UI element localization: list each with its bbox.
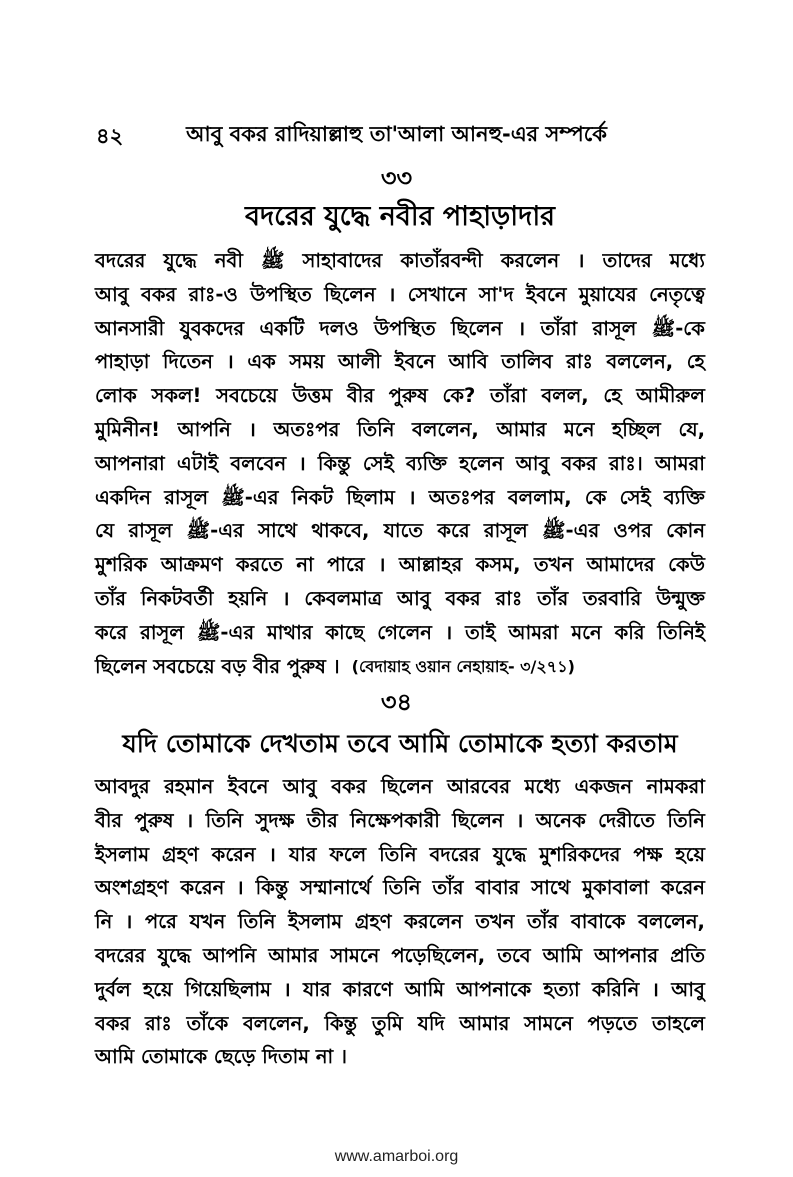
word: ছিলেন — [324, 282, 376, 306]
word: ইবনে — [394, 350, 436, 374]
word: আবু — [396, 586, 431, 610]
word: বদরের — [429, 842, 480, 866]
word: তিনি — [667, 808, 705, 832]
word: তরবারি — [583, 586, 642, 610]
word: তখন — [534, 553, 574, 577]
word: । — [378, 553, 386, 577]
word: মুশরিক — [95, 553, 148, 577]
word: । — [124, 910, 133, 934]
word: পাহাড়া — [95, 350, 150, 374]
word: করেন — [180, 876, 225, 900]
word: বীর — [95, 808, 123, 832]
word: থাকবে, — [311, 519, 370, 543]
word: সময় — [289, 350, 325, 374]
word: মধ্যে — [669, 249, 705, 272]
word: করে — [437, 519, 470, 543]
word: বললেন, — [606, 350, 674, 374]
word: ﷺ-এর — [186, 519, 244, 543]
word: । — [387, 282, 396, 306]
word: কে — [584, 485, 607, 509]
word: বলল, — [541, 384, 589, 408]
page-number: ৪২ — [96, 124, 124, 148]
word: সা'দ — [478, 282, 514, 306]
word: গেলেন — [377, 620, 432, 644]
word: নবী — [214, 249, 243, 272]
word: রাসূল — [483, 519, 528, 543]
word: আপনি — [177, 417, 231, 441]
text-line — [95, 871, 705, 905]
word: সামনে — [524, 1011, 573, 1035]
word: বদরের — [95, 249, 146, 272]
word: যে, — [678, 417, 705, 441]
word: গিয়েছিলাম — [184, 977, 271, 1001]
word: । — [651, 977, 659, 1001]
text-line — [95, 838, 705, 872]
word: যখন — [189, 910, 226, 934]
word: মুয়াযের — [578, 282, 637, 306]
word: বদরের — [95, 943, 146, 967]
word: যুদ্ধে — [492, 842, 527, 866]
word: করেন — [211, 842, 256, 866]
word: আমি — [404, 977, 445, 1001]
word: ব্যক্তি — [405, 451, 447, 475]
text-line — [95, 447, 705, 481]
word: পড়েছিলেন, — [391, 943, 486, 967]
word: করে — [95, 620, 128, 644]
word: নিকটবর্তী — [140, 586, 214, 610]
word: যাতে — [383, 519, 424, 543]
word: নিকট — [291, 485, 334, 509]
word: তখন — [475, 910, 515, 934]
word: সকল! — [151, 384, 202, 408]
word: ব্যক্তি — [663, 485, 705, 509]
text-line — [95, 770, 705, 804]
word: আবি — [448, 350, 488, 374]
word: কিন্তু — [317, 451, 351, 475]
word: একদিন — [95, 485, 151, 509]
word: ফলে — [329, 842, 367, 866]
word: হয়ে — [675, 842, 705, 866]
word: উন্মুক্ত — [656, 586, 705, 610]
reference-citation: (বেদায়াহ ওয়ান নেহায়াহ- ৩/২৭১) — [351, 656, 575, 676]
word: তাহলে — [652, 1011, 705, 1035]
word: হয়নি — [228, 586, 268, 610]
word: আবদুর — [95, 775, 150, 798]
word: ﷺ — [260, 249, 285, 272]
word: মুমিনীন! — [95, 417, 160, 441]
word: বকর — [445, 586, 481, 610]
word: তিনিই — [657, 620, 705, 644]
word: এক — [247, 350, 276, 374]
word: তাঁর — [95, 586, 127, 610]
word: না — [296, 553, 314, 577]
word: । — [185, 808, 194, 832]
footer-url: www.amarboi.org — [334, 1148, 459, 1165]
word: আপনার — [594, 943, 659, 967]
text-line — [95, 481, 705, 515]
word: আমি — [542, 943, 582, 967]
word: বকর — [331, 775, 367, 798]
word: মধ্যে — [524, 775, 560, 798]
word: অতঃপর — [428, 485, 495, 509]
word: যুদ্ধে — [163, 249, 197, 272]
word: রাসূল — [128, 519, 173, 543]
word: এটাই — [176, 451, 219, 475]
word: তাঁকে — [186, 1011, 229, 1035]
word: সাথে — [531, 876, 571, 900]
word: সাথে — [258, 519, 298, 543]
word: আমরা — [508, 620, 559, 644]
word: করলেন — [500, 249, 560, 272]
word: তিনি — [383, 876, 421, 900]
word: ইসলাম — [95, 842, 150, 866]
word: । — [226, 350, 234, 374]
word: রাঃ-ও — [188, 282, 238, 306]
word: । — [444, 620, 453, 644]
word: তিনি — [237, 910, 276, 934]
word: আবু — [95, 282, 129, 306]
word: কেউ — [668, 553, 705, 577]
word: হচ্ছিল — [611, 417, 661, 441]
word: ﷺ-কে — [651, 316, 705, 340]
word: কারণে — [342, 977, 393, 1001]
word: মুশরিকদের — [539, 842, 621, 866]
word: উত্তম — [292, 384, 333, 408]
word: রাঃ — [495, 586, 523, 610]
word: পক্ষ — [633, 842, 663, 866]
word: তাঁর — [527, 910, 559, 934]
word: উপস্থিত — [374, 316, 436, 340]
section-number: ৩৪ — [380, 688, 413, 716]
page-header — [0, 118, 793, 154]
word: দিতেন — [162, 350, 213, 374]
word: উপস্থিত — [250, 282, 312, 306]
word: যার — [303, 977, 331, 1001]
word: বকর — [141, 282, 177, 306]
word: বললেন, — [412, 417, 479, 441]
word: দুর্বল — [95, 977, 131, 1001]
word: । — [283, 977, 291, 1001]
word: প্রতি — [670, 943, 705, 967]
word: । — [236, 876, 244, 900]
word: যদি — [417, 1011, 445, 1035]
word: কাতাঁরবন্দী — [400, 249, 483, 272]
word: অনেক — [535, 808, 586, 832]
word: রাঃ — [144, 1011, 172, 1035]
word: পড়তে — [587, 1011, 638, 1035]
word: আপনাকে — [456, 977, 532, 1001]
word: যুদ্ধে — [157, 943, 191, 967]
word: নামকরা — [646, 775, 705, 798]
word: মাথার — [266, 620, 313, 644]
text-line — [95, 939, 705, 973]
word: । — [517, 316, 526, 340]
word: সেই — [362, 451, 394, 475]
word: আনসারী — [95, 316, 165, 340]
word: হত্যা — [543, 977, 580, 1001]
word: বীর — [346, 384, 375, 408]
word: মনে — [571, 620, 602, 644]
word: আমার — [459, 1011, 510, 1035]
word: তুমি — [371, 1011, 403, 1035]
word: একটি — [259, 316, 305, 340]
word: তিনি — [379, 842, 417, 866]
word: পরে — [145, 910, 177, 934]
word: দলও — [319, 316, 359, 340]
word: পুরুষ — [388, 384, 428, 408]
word: রহমান — [164, 775, 214, 798]
text-line-last — [95, 1040, 705, 1074]
word: যে — [95, 519, 115, 543]
word: সবচেয়ে — [216, 384, 278, 408]
word: কেবলমাত্র — [304, 586, 383, 610]
running-title: আবু বকর রাদিয়াল্লাহু তা'আলা আনহু-এর সম্পর্কে — [186, 122, 607, 146]
word: তাঁর — [432, 876, 464, 900]
word: হে — [603, 384, 622, 408]
word: তবে — [497, 943, 531, 967]
word: গ্রহণ — [162, 842, 199, 866]
last-line-text: ছিলেন সবচেয়ে বড় বীর পুরুষ । — [95, 654, 340, 678]
last-line-text: আমি তোমাকে ছেড়ে দিতাম না । — [95, 1045, 347, 1069]
word: তাদের — [602, 249, 652, 272]
word: তিনি — [356, 417, 395, 441]
word: ইবনে — [526, 282, 567, 306]
word: আবু — [283, 775, 317, 798]
text-line — [95, 804, 705, 838]
word: অতঃপর — [273, 417, 340, 441]
word: যুবকদের — [179, 316, 245, 340]
word: কে? — [442, 384, 476, 408]
section-number: ৩৩ — [380, 164, 413, 192]
word: কসম, — [475, 553, 521, 577]
word: । — [282, 586, 290, 610]
word: । — [248, 417, 256, 441]
word: করলেন — [404, 910, 463, 934]
word: আপনি — [203, 943, 257, 967]
section-title: বদরের যুদ্ধে নবীর পাহাড়াদার — [244, 201, 556, 232]
word: বললেন, — [242, 1011, 310, 1035]
text-line — [95, 312, 705, 346]
word: । — [515, 808, 524, 832]
word: বলবেন — [230, 451, 287, 475]
word: বাবাকে — [570, 910, 626, 934]
word: হয়ে — [142, 977, 173, 1001]
word: যার — [288, 842, 317, 866]
word: কাছে — [325, 620, 365, 644]
word: ﷺ-এর — [196, 620, 255, 644]
word: আবু — [671, 977, 705, 1001]
text-line — [95, 616, 705, 650]
word: কিন্তু — [255, 876, 289, 900]
word: বাবার — [475, 876, 520, 900]
word: সামনে — [330, 943, 380, 967]
text-line — [95, 278, 705, 312]
word: ইবনে — [227, 775, 269, 798]
word: একজন — [574, 775, 633, 798]
word: তাঁর — [537, 586, 569, 610]
word: নি — [95, 910, 113, 934]
text-line — [95, 413, 705, 447]
word: মুকাবালা — [582, 876, 650, 900]
word: । — [577, 249, 585, 272]
word: রাসূল — [140, 620, 184, 644]
word: কিন্তু — [324, 1011, 358, 1035]
word: আমরা — [654, 451, 705, 475]
text-line — [95, 905, 705, 939]
section-paragraph — [95, 770, 705, 1074]
word: আরবের — [447, 775, 511, 798]
word: ছিলেন — [381, 775, 433, 798]
text-line-last — [95, 650, 705, 684]
word: অংশগ্রহণ — [95, 876, 169, 900]
text-line — [95, 244, 705, 278]
word: তিনি — [205, 808, 244, 832]
word: । — [268, 842, 276, 866]
word: ﷺ-এর — [541, 519, 600, 543]
word: আপনারা — [95, 451, 165, 475]
word: সম্মানার্থে — [300, 876, 372, 900]
word: আবু — [515, 451, 550, 475]
word: লোক — [95, 384, 137, 408]
word: আক্রমণ — [160, 553, 223, 577]
word: আল্লাহর — [399, 553, 463, 577]
word: কোন — [666, 519, 705, 543]
word: বললাম, — [507, 485, 572, 509]
word: ﷺ-এর — [221, 485, 279, 509]
word: তাই — [465, 620, 496, 644]
word: সাহাবাদের — [302, 249, 383, 272]
word: সেখানে — [407, 282, 467, 306]
word: তীর — [306, 808, 338, 832]
word: দেরীতে — [598, 808, 656, 832]
word: বললেন, — [638, 910, 705, 934]
section-title: যদি তোমাকে দেখতাম তবে আমি তোমাকে হত্যা করতাম — [122, 729, 678, 758]
word: বকর — [95, 1011, 131, 1035]
word: আমাদের — [586, 553, 655, 577]
word: আমীরুল — [636, 384, 705, 408]
word: আমার — [268, 943, 319, 967]
word: ওপর — [613, 519, 652, 543]
word: ছিলেন — [452, 808, 504, 832]
word: পারে — [327, 553, 365, 577]
word: করতে — [236, 553, 283, 577]
word: করি — [614, 620, 645, 644]
word: ছিলাম — [346, 485, 395, 509]
text-line — [95, 379, 705, 413]
text-line — [95, 582, 705, 616]
text-line — [95, 345, 705, 379]
word: করেন — [661, 876, 705, 900]
word: রাসূল — [592, 316, 637, 340]
word: হে — [686, 350, 705, 374]
word: তালিব — [501, 350, 553, 374]
word: বকর — [561, 451, 597, 475]
word: তাঁরা — [490, 384, 527, 408]
word: রাঃ — [566, 350, 593, 374]
word: আমার — [496, 417, 547, 441]
word: । — [408, 485, 416, 509]
word: নেতৃত্বে — [649, 282, 705, 306]
word: রাসূল — [164, 485, 208, 509]
word: ছিলেন — [450, 316, 503, 340]
word: পুরুষ — [134, 808, 174, 832]
word: গ্রহণ — [354, 910, 392, 934]
word: ইসলাম — [288, 910, 343, 934]
word: আলী — [338, 350, 381, 374]
word: তাঁরা — [540, 316, 578, 340]
word: হলেন — [459, 451, 504, 475]
word: রাঃ। — [608, 451, 643, 475]
word: করিনি — [592, 977, 640, 1001]
text-line — [95, 514, 705, 548]
text-line — [95, 1007, 705, 1041]
word: মনে — [564, 417, 595, 441]
word: সেই — [619, 485, 651, 509]
word: । — [298, 451, 306, 475]
section-paragraph — [95, 244, 705, 683]
word: নিক্ষেপকারী — [350, 808, 440, 832]
text-line — [95, 548, 705, 582]
word: সুদক্ষ — [255, 808, 295, 832]
text-line — [95, 973, 705, 1007]
